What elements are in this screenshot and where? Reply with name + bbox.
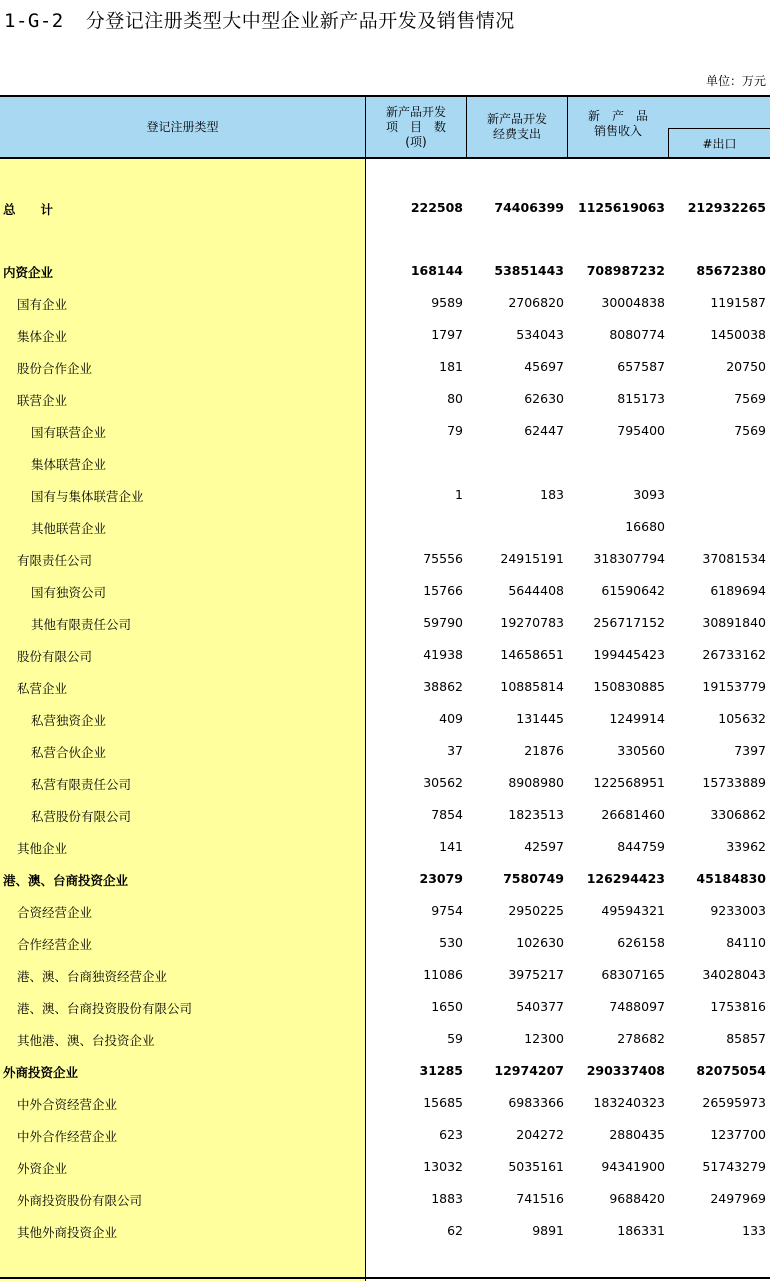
table-row	[0, 319, 770, 351]
cell-expenditure: 204272	[516, 1127, 564, 1142]
cell-sales: 330560	[617, 743, 665, 758]
cell-export: 105632	[718, 711, 766, 726]
cell-expenditure: 14658651	[500, 647, 564, 662]
cell-sales: 1249914	[609, 711, 665, 726]
table-row	[0, 895, 770, 927]
row-type-name: 内资企业	[3, 265, 54, 280]
cell-expenditure: 74406399	[494, 200, 564, 215]
row-type-name: 股份有限公司	[17, 649, 93, 664]
cell-projects: 11086	[423, 967, 463, 982]
table-row	[0, 1119, 770, 1151]
cell-sales: 94341900	[601, 1159, 665, 1174]
cell-export: 3306862	[710, 807, 766, 822]
cell-sales: 8080774	[609, 327, 665, 342]
cell-export: 7397	[734, 743, 766, 758]
cell-sales: 3093	[633, 487, 665, 502]
row-type-name: 港、澳、台商投资企业	[3, 873, 129, 888]
cell-projects: 41938	[423, 647, 463, 662]
cell-projects: 15766	[423, 583, 463, 598]
row-type-name: 私营合伙企业	[31, 745, 107, 760]
cell-projects: 1	[455, 487, 463, 502]
cell-sales: 657587	[617, 359, 665, 374]
cell-sales: 318307794	[593, 551, 665, 566]
cell-export: 84110	[726, 935, 766, 950]
cell-sales: 795400	[617, 423, 665, 438]
cell-projects: 62	[447, 1223, 463, 1238]
cell-sales: 626158	[617, 935, 665, 950]
header-projects: 新产品开发 项 目 数 (项)	[366, 97, 467, 157]
cell-sales: 49594321	[601, 903, 665, 918]
cell-sales: 278682	[617, 1031, 665, 1046]
header-type: 登记注册类型	[0, 97, 366, 157]
table-row	[0, 607, 770, 639]
table-header	[0, 95, 770, 159]
table-row	[0, 703, 770, 735]
cell-export: 45184830	[696, 871, 766, 886]
table-row	[0, 927, 770, 959]
cell-expenditure: 12300	[524, 1031, 564, 1046]
cell-export: 37081534	[702, 551, 766, 566]
table-row	[0, 383, 770, 415]
cell-projects: 59	[447, 1031, 463, 1046]
cell-projects: 59790	[423, 615, 463, 630]
row-type-name: 国有联营企业	[31, 425, 107, 440]
cell-sales: 30004838	[601, 295, 665, 310]
row-type-name: 私营股份有限公司	[31, 809, 132, 824]
table-row	[0, 767, 770, 799]
cell-projects: 9754	[431, 903, 463, 918]
cell-sales: 815173	[617, 391, 665, 406]
cell-projects: 1797	[431, 327, 463, 342]
table-row	[0, 863, 770, 895]
row-type-name: 国有与集体联营企业	[31, 489, 144, 504]
table-row	[0, 415, 770, 447]
cell-expenditure: 3975217	[508, 967, 564, 982]
cell-expenditure: 1823513	[508, 807, 564, 822]
data-table	[0, 95, 770, 1281]
row-type-name: 其他外商投资企业	[17, 1225, 118, 1240]
cell-export: 7569	[734, 391, 766, 406]
cell-projects: 7854	[431, 807, 463, 822]
cell-export: 19153779	[702, 679, 766, 694]
row-type-name: 港、澳、台商投资股份有限公司	[17, 1001, 193, 1016]
header-sales	[568, 97, 770, 138]
cell-projects: 1883	[431, 1191, 463, 1206]
cell-expenditure: 131445	[516, 711, 564, 726]
row-type-name: 有限责任公司	[17, 553, 93, 568]
cell-projects: 75556	[423, 551, 463, 566]
cell-sales: 122568951	[593, 775, 665, 790]
table-body	[0, 159, 770, 1281]
cell-expenditure: 42597	[524, 839, 564, 854]
row-type-name: 总 计	[3, 202, 54, 217]
cell-projects: 141	[439, 839, 463, 854]
row-type-name: 股份合作企业	[17, 361, 93, 376]
cell-sales: 290337408	[586, 1063, 665, 1078]
table-row	[0, 1151, 770, 1183]
cell-sales: 2880435	[609, 1127, 665, 1142]
table-row	[0, 447, 770, 479]
cell-expenditure: 5035161	[508, 1159, 564, 1174]
row-type-name: 其他港、澳、台投资企业	[17, 1033, 155, 1048]
cell-projects: 30562	[423, 775, 463, 790]
cell-projects: 181	[439, 359, 463, 374]
table-row	[0, 671, 770, 703]
cell-export: 26595973	[702, 1095, 766, 1110]
cell-expenditure: 534043	[516, 327, 564, 342]
cell-export: 85672380	[696, 263, 766, 278]
cell-expenditure: 102630	[516, 935, 564, 950]
cell-projects: 9589	[431, 295, 463, 310]
header-expenditure: 新产品开发 经费支出	[467, 97, 568, 157]
cell-export: 7569	[734, 423, 766, 438]
cell-sales: 199445423	[593, 647, 665, 662]
cell-export: 1450038	[710, 327, 766, 342]
cell-sales: 183240323	[593, 1095, 665, 1110]
table-row	[0, 1087, 770, 1119]
cell-export: 2497969	[710, 1191, 766, 1206]
cell-export: 30891840	[702, 615, 766, 630]
cell-export: 85857	[726, 1031, 766, 1046]
cell-projects: 623	[439, 1127, 463, 1142]
cell-sales: 150830885	[593, 679, 665, 694]
cell-export: 6189694	[710, 583, 766, 598]
page-title	[4, 6, 515, 33]
cell-projects: 1650	[431, 999, 463, 1014]
cell-expenditure: 62447	[524, 423, 564, 438]
cell-expenditure: 62630	[524, 391, 564, 406]
row-type-name: 集体企业	[17, 329, 68, 344]
table-row	[0, 575, 770, 607]
cell-projects: 409	[439, 711, 463, 726]
table-row	[0, 1215, 770, 1247]
bottom-rule	[0, 1277, 770, 1279]
cell-export: 9233003	[710, 903, 766, 918]
row-type-name: 港、澳、台商独资经营企业	[17, 969, 168, 984]
table-row	[0, 735, 770, 767]
cell-export: 15733889	[702, 775, 766, 790]
table-code: 1-G-2	[4, 10, 64, 32]
row-type-name: 外资企业	[17, 1161, 68, 1176]
cell-expenditure: 21876	[524, 743, 564, 758]
cell-projects: 13032	[423, 1159, 463, 1174]
cell-export: 1191587	[710, 295, 766, 310]
row-type-name: 私营有限责任公司	[31, 777, 132, 792]
cell-sales: 61590642	[601, 583, 665, 598]
header-sales-label: 新 产 品 销售收入	[587, 109, 648, 138]
unit-label: 单位：万元	[705, 74, 766, 88]
cell-expenditure: 7580749	[503, 871, 564, 886]
cell-export: 20750	[726, 359, 766, 374]
cell-projects: 168144	[410, 263, 463, 278]
cell-sales: 16680	[625, 519, 665, 534]
table-row	[0, 991, 770, 1023]
row-type-name: 私营企业	[17, 681, 68, 696]
cell-projects: 222508	[410, 200, 463, 215]
table-row	[0, 799, 770, 831]
row-type-name: 中外合作经营企业	[17, 1129, 118, 1144]
cell-expenditure: 10885814	[500, 679, 564, 694]
cell-export: 82075054	[696, 1063, 766, 1078]
row-type-name: 外商投资股份有限公司	[17, 1193, 143, 1208]
cell-sales: 126294423	[586, 871, 665, 886]
row-type-name: 国有独资公司	[31, 585, 107, 600]
table-row	[0, 543, 770, 575]
table-row	[0, 959, 770, 991]
cell-expenditure: 12974207	[494, 1063, 564, 1078]
row-type-name: 国有企业	[17, 297, 68, 312]
row-type-name: 联营企业	[17, 393, 68, 408]
cell-projects: 23079	[419, 871, 463, 886]
cell-export: 26733162	[702, 647, 766, 662]
cell-export: 1753816	[710, 999, 766, 1014]
table-row	[0, 639, 770, 671]
table-row	[0, 511, 770, 543]
cell-export: 51743279	[702, 1159, 766, 1174]
table-row	[0, 351, 770, 383]
cell-sales: 844759	[617, 839, 665, 854]
cell-expenditure: 540377	[516, 999, 564, 1014]
cell-export: 33962	[726, 839, 766, 854]
cell-expenditure: 9891	[532, 1223, 564, 1238]
cell-export: 133	[742, 1223, 766, 1238]
cell-expenditure: 8908980	[508, 775, 564, 790]
row-type-name: 中外合资经营企业	[17, 1097, 118, 1112]
row-type-name: 合资经营企业	[17, 905, 93, 920]
cell-sales: 1125619063	[578, 200, 665, 215]
cell-projects: 530	[439, 935, 463, 950]
row-type-name: 其他有限责任公司	[31, 617, 132, 632]
cell-sales: 708987232	[586, 263, 665, 278]
table-row	[0, 287, 770, 319]
cell-expenditure: 53851443	[494, 263, 564, 278]
table-row	[0, 831, 770, 863]
cell-projects: 79	[447, 423, 463, 438]
row-type-name: 外商投资企业	[3, 1065, 79, 1080]
table-row	[0, 1023, 770, 1055]
cell-sales: 256717152	[593, 615, 665, 630]
cell-projects: 31285	[419, 1063, 463, 1078]
cell-export: 1237700	[710, 1127, 766, 1142]
cell-expenditure: 741516	[516, 1191, 564, 1206]
cell-expenditure: 5644408	[508, 583, 564, 598]
row-type-name: 其他联营企业	[31, 521, 107, 536]
cell-expenditure: 183	[540, 487, 564, 502]
cell-projects: 37	[447, 743, 463, 758]
cell-projects: 80	[447, 391, 463, 406]
cell-expenditure: 2950225	[508, 903, 564, 918]
cell-expenditure: 24915191	[500, 551, 564, 566]
cell-expenditure: 45697	[524, 359, 564, 374]
header-export: #出口	[668, 128, 770, 157]
cell-export: 34028043	[702, 967, 766, 982]
cell-sales: 68307165	[601, 967, 665, 982]
table-row	[0, 192, 770, 224]
cell-projects: 38862	[423, 679, 463, 694]
cell-expenditure: 19270783	[500, 615, 564, 630]
cell-sales: 26681460	[601, 807, 665, 822]
table-row	[0, 1183, 770, 1215]
cell-expenditure: 6983366	[508, 1095, 564, 1110]
cell-projects: 15685	[423, 1095, 463, 1110]
cell-sales: 186331	[617, 1223, 665, 1238]
table-row	[0, 1055, 770, 1087]
cell-sales: 9688420	[609, 1191, 665, 1206]
cell-sales: 7488097	[609, 999, 665, 1014]
row-type-name: 其他企业	[17, 841, 68, 856]
table-row	[0, 479, 770, 511]
table-row	[0, 255, 770, 287]
table-title: 分登记注册类型大中型企业新产品开发及销售情况	[85, 10, 515, 32]
cell-expenditure: 2706820	[508, 295, 564, 310]
row-type-name: 合作经营企业	[17, 937, 93, 952]
row-type-name: 集体联营企业	[31, 457, 107, 472]
cell-export: 212932265	[687, 200, 766, 215]
row-type-name: 私营独资企业	[31, 713, 107, 728]
